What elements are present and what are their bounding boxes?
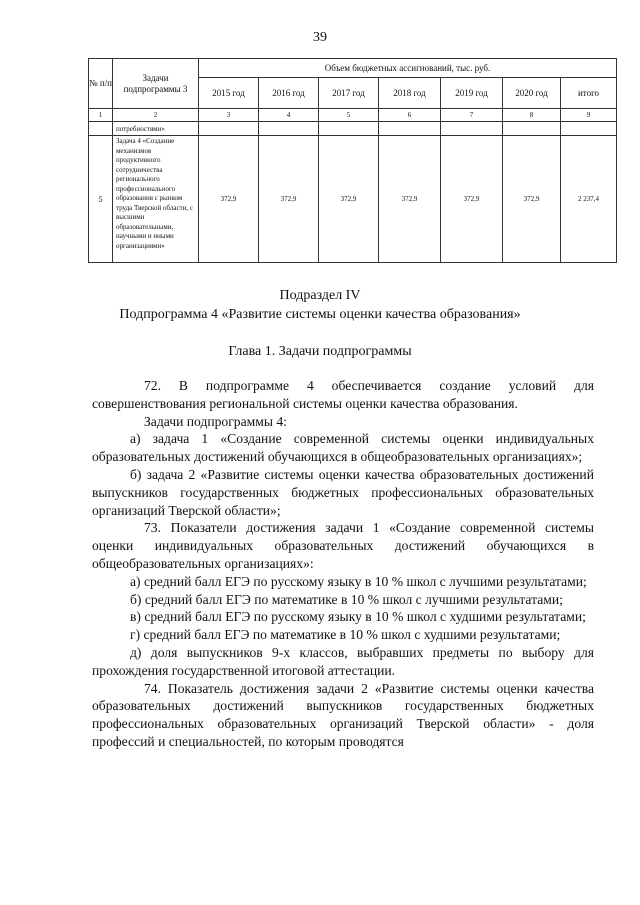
row-number: 5	[89, 136, 113, 263]
paragraph: а) средний балл ЕГЭ по русскому языку в 10 % школ с лучшими результатами;	[130, 573, 587, 589]
paragraph: 73. Показатели достижения задачи 1 «Создание современной системы оценки индивидуальных образовательных достижений обучающихся в общеобразовательных организациях»:	[92, 520, 594, 571]
year-header: 2015 год	[199, 78, 259, 109]
value-cell: 372,9	[503, 136, 561, 263]
index-row	[89, 109, 617, 122]
table-row	[89, 136, 617, 263]
year-header: 2016 год	[259, 78, 319, 109]
page-number: 39	[313, 30, 327, 45]
col-num-header: № п/п	[89, 59, 113, 109]
index-cell: 7	[441, 109, 503, 122]
paragraph: а) задача 1 «Создание современной системы оценки индивидуальных образовательных достижений обучающихся в общеобразовательных организациях»;	[92, 431, 594, 465]
index-cell: 5	[319, 109, 379, 122]
col-task-header: Задачи подпрограммы 3	[113, 59, 199, 109]
paragraph: Задачи подпрограммы 4:	[144, 413, 287, 429]
section-subtitle: Подпрограмма 4 «Развитие системы оценки качества образования»	[119, 307, 521, 322]
paragraph: 72. В подпрограмме 4 обеспечивается создание условий для совершенствования региональной системы оценки качества образования.	[92, 378, 594, 411]
index-cell: 9	[561, 109, 617, 122]
total-header: итого	[561, 78, 617, 109]
continued-text: потребностями»	[113, 122, 199, 136]
body-text	[92, 377, 594, 751]
value-cell: 372,9	[319, 136, 379, 263]
continued-row	[89, 122, 617, 136]
task-description: Задача 4 «Создание механизмов продуктивного сотрудничества регионального профессионального образования с рынком труда Тверской области, с высшими образовательными, научными и иными организациями»	[113, 136, 199, 263]
index-cell: 4	[259, 109, 319, 122]
value-cell: 372,9	[259, 136, 319, 263]
index-cell: 3	[199, 109, 259, 122]
value-cell: 372,9	[199, 136, 259, 263]
paragraph: 74. Показатель достижения задачи 2 «Развитие системы оценки качества образовательных достижений выпускников государственных бюджетных профессиональных образовательных организаций Тверской области» - доля профессий и специальностей, по которым проводятся	[92, 680, 594, 749]
paragraph: г) средний балл ЕГЭ по математике в 10 % школ с худшими результатами;	[130, 627, 561, 643]
year-header: 2019 год	[441, 78, 503, 109]
year-header: 2018 год	[379, 78, 441, 109]
paragraph: в) средний балл ЕГЭ по русскому языку в 10 % школ с худшими результатами;	[130, 609, 586, 625]
chapter-title: Глава 1. Задачи подпрограммы	[228, 344, 412, 359]
budget-header: Объем бюджетных ассигнований, тыс. руб.	[199, 59, 617, 78]
paragraph: б) средний балл ЕГЭ по математике в 10 % школ с лучшими результатами;	[130, 591, 563, 607]
paragraph: д) доля выпускников 9-х классов, выбравших предметы по выбору для прохождения государственной итоговой аттестации.	[92, 644, 594, 678]
index-cell: 6	[379, 109, 441, 122]
section-title: Подраздел IV	[279, 288, 361, 303]
value-cell: 372,9	[441, 136, 503, 263]
year-header: 2020 год	[503, 78, 561, 109]
index-cell: 1	[89, 109, 113, 122]
year-header: 2017 год	[319, 78, 379, 109]
budget-table	[88, 58, 617, 263]
total-cell: 2 237,4	[561, 136, 617, 263]
paragraph: б) задача 2 «Развитие системы оценки качества образовательных достижений выпускников государственных бюджетных профессиональных образовательных организаций Тверской области»;	[92, 466, 594, 518]
value-cell: 372,9	[379, 136, 441, 263]
index-cell: 8	[503, 109, 561, 122]
index-cell: 2	[113, 109, 199, 122]
